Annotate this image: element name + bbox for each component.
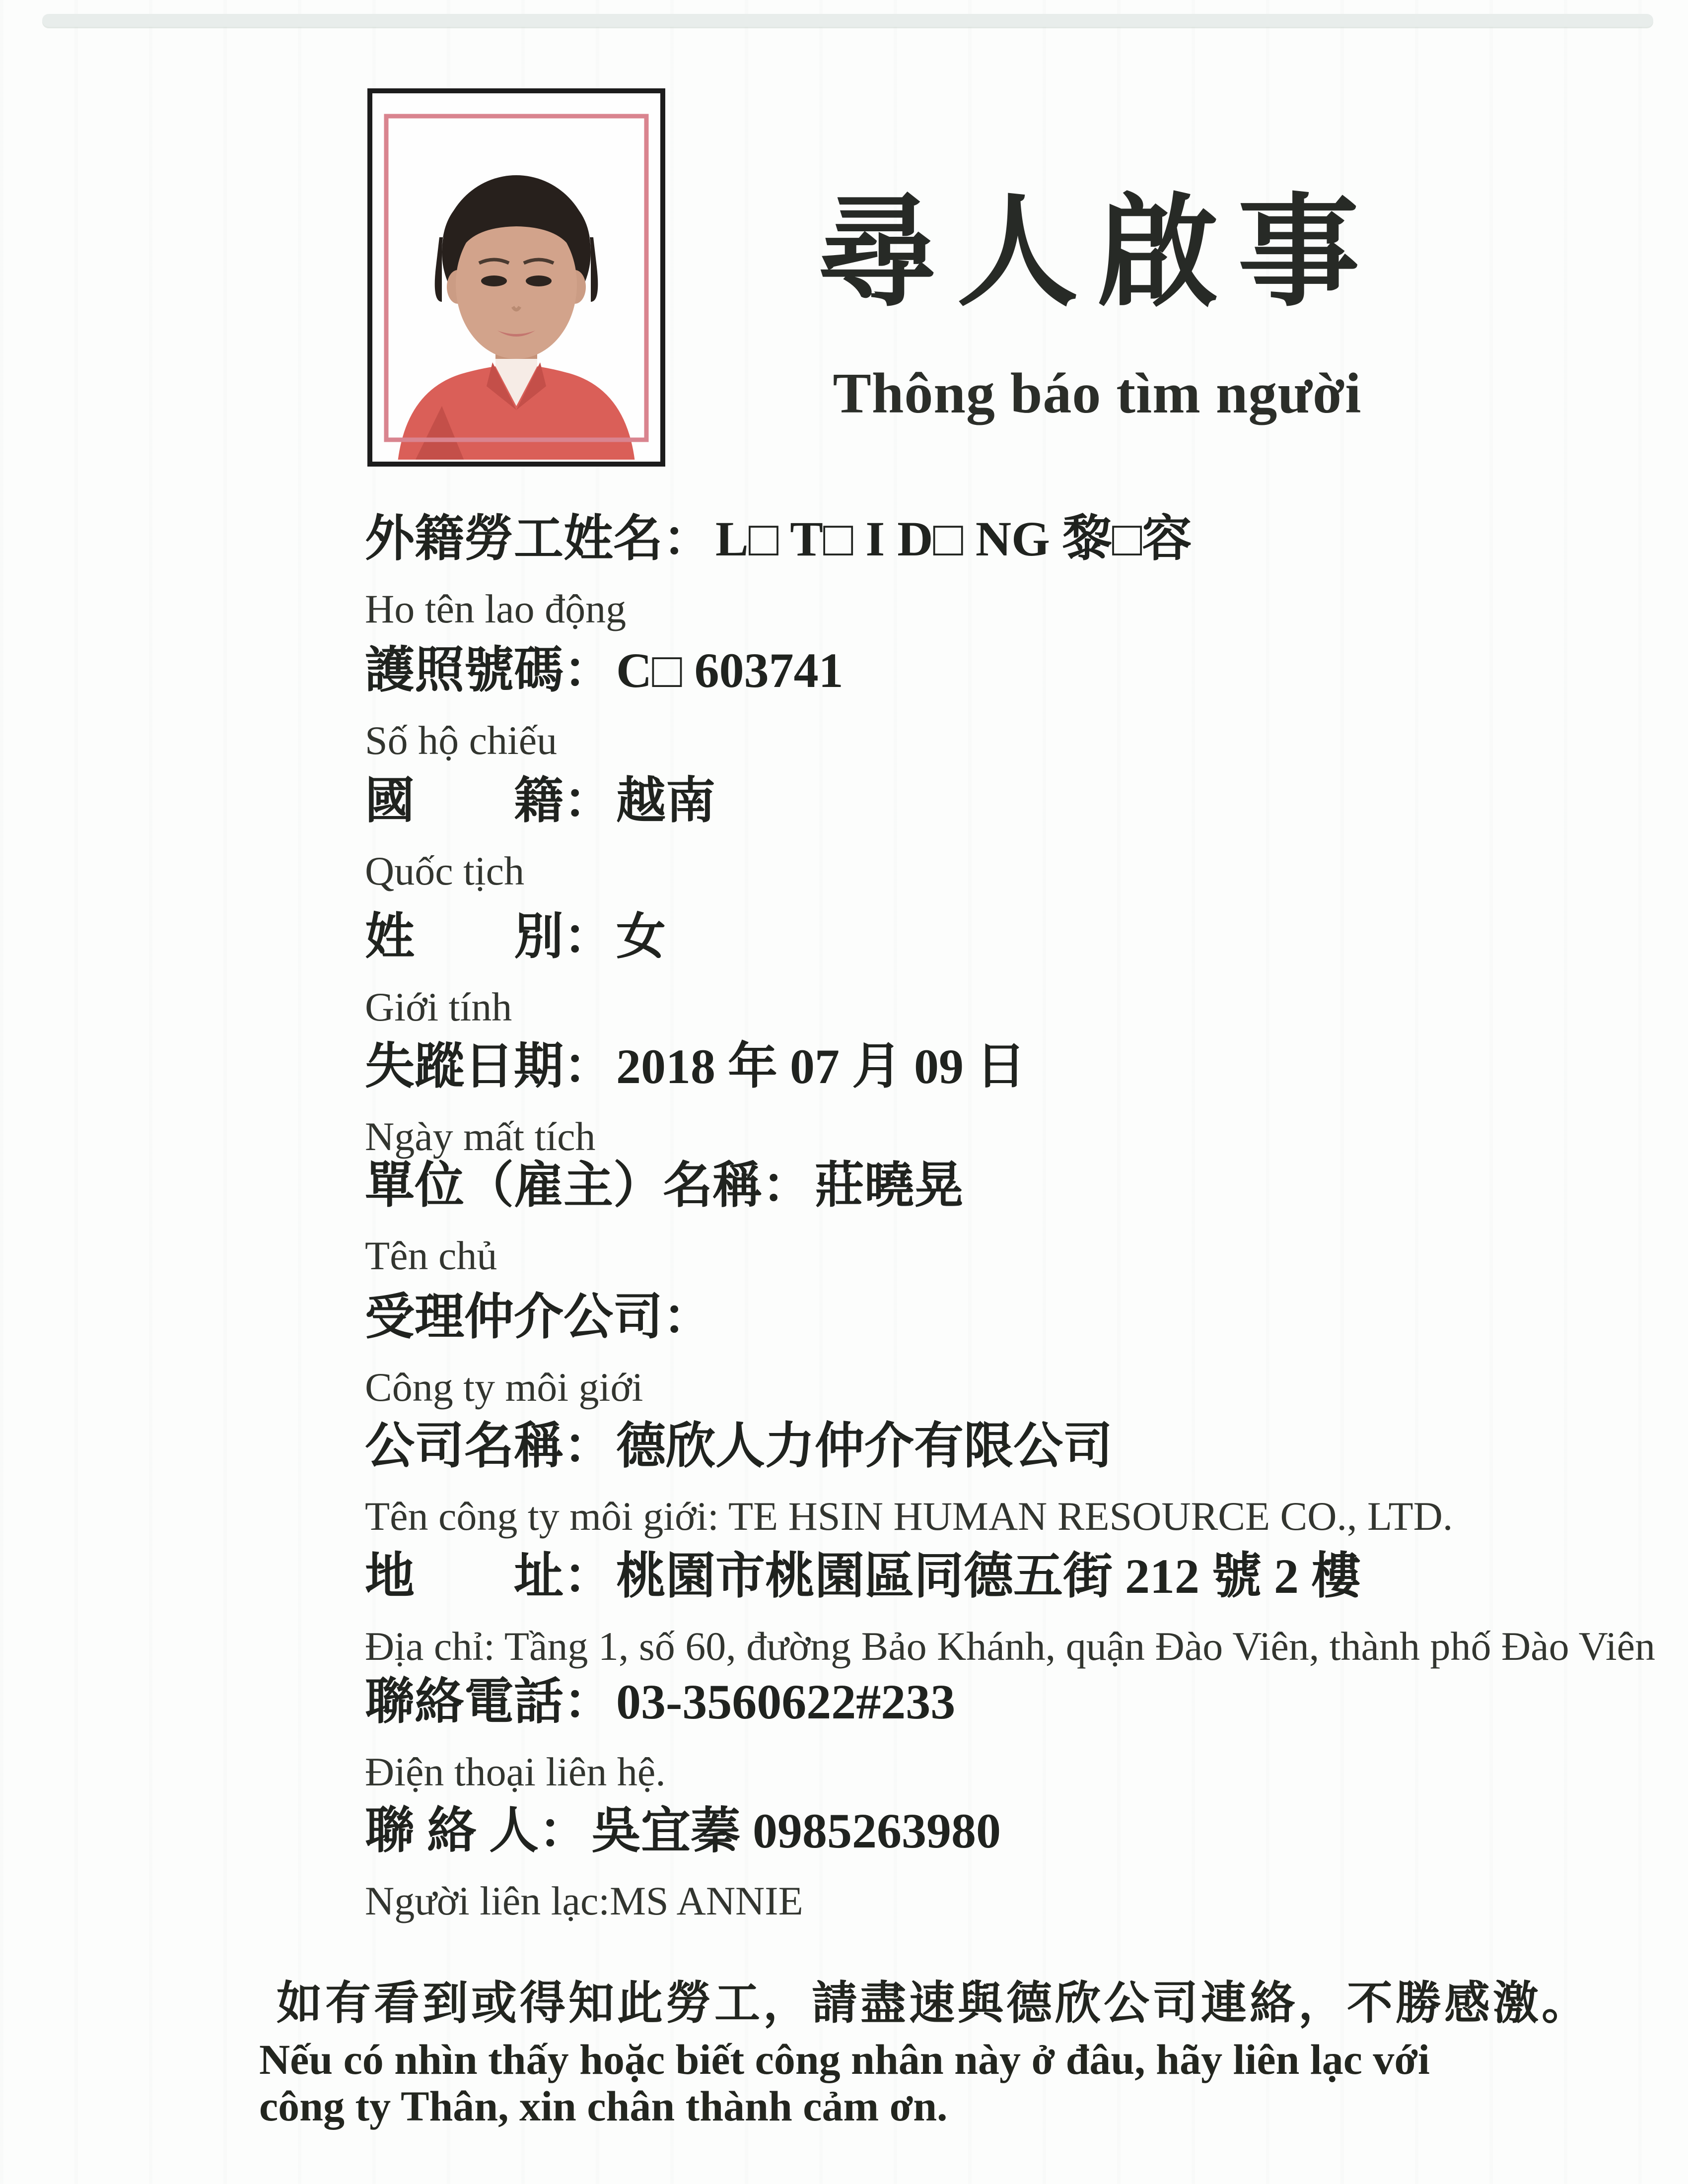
field-value: 德欣人力仲介有限公司 [616,1419,1113,1474]
field-label-vi: Giới tính [365,984,512,1029]
field-value: L□ T□ I D□ NG 黎□容 [715,511,1192,566]
portrait-illustration [367,88,665,467]
field-label-vi: Người liên lạc:MS ANNIE [365,1878,803,1923]
field-label-vi: Tên chủ [365,1233,497,1278]
field-row-worker-name [365,511,1688,632]
field-value: 桃園市桃園區同德五街 212 號 2 樓 [616,1549,1361,1604]
field-label-zh: 聯絡電話： [365,1674,613,1729]
field-label-vi: Ngày mất tích [365,1114,596,1159]
field-value: 2018 年 07 月 09 日 [616,1039,1026,1094]
footer-notice-chinese: 如有看到或得知此勞工，請盡速與德欣公司連絡，不勝感激。 [277,1978,1591,2029]
field-label-vi: Địa chỉ: Tầng 1, số 60, đường Bảo Khánh, quận Đào Viên, thành phố Đào Viên [365,1624,1656,1669]
field-row-missing-date [365,1039,1688,1160]
missing-person-photo [367,88,665,467]
field-label-vi: Số hộ chiếu [365,718,558,763]
field-row-contact-phone [365,1674,1688,1795]
field-label-zh: 外籍勞工姓名： [365,511,712,566]
field-row-passport-number [365,643,1688,764]
field-label-zh: 姓 別： [365,909,613,964]
field-label-vi: Công ty môi giới [365,1365,643,1410]
field-label-zh: 受理仲介公司： [365,1290,712,1345]
field-label-zh: 單位（雇主）名稱： [365,1158,812,1213]
field-value: 莊曉晃 [815,1158,964,1213]
footer-notice-vietnamese-line1: Nếu có nhìn thấy hoặc biết công nhân này ở đâu, hãy liên lạc với [259,2036,1430,2083]
field-label-zh: 失蹤日期： [365,1039,613,1094]
field-value: 吳宜蓁 0985263980 [591,1803,1001,1858]
field-value: 女 [616,909,666,964]
field-label-zh: 國 籍： [365,773,613,828]
field-row-address [365,1549,1688,1670]
field-label-zh: 地 址： [365,1549,613,1604]
field-row-employer-name [365,1158,1688,1279]
page-title-chinese: 尋人啟事 [816,186,1378,321]
page-title-vietnamese: Thông báo tìm người [833,362,1362,426]
field-row-company-name [365,1419,1688,1540]
field-label-zh: 公司名稱： [365,1419,613,1474]
field-value: C□ 603741 [616,643,844,698]
field-label-vi: Quốc tịch [365,848,525,893]
footer-notice-vietnamese-line2: công ty Thân, xin chân thành cảm ơn. [259,2082,948,2130]
field-value: 越南 [616,773,715,828]
eye-left [481,275,507,286]
field-label-zh: 聯 絡 人： [365,1803,588,1858]
field-label-vi: Điện thoại liên hệ. [365,1749,666,1794]
field-row-contact-person [365,1803,1688,1924]
field-label-zh: 護照號碼： [365,643,613,698]
field-row-nationality [365,773,1688,894]
title-block [720,186,1475,427]
scan-artifact-band [42,14,1653,27]
field-value: 03-3560622#233 [616,1674,956,1729]
eye-right [526,275,552,286]
field-label-vi: Tên công ty môi giới: TE HSIN HUMAN RESOURCE CO., LTD. [365,1494,1453,1539]
field-label-vi: Ho tên lao động [365,586,627,631]
field-row-gender [365,909,1688,1030]
field-row-handling-agency [365,1290,1688,1411]
